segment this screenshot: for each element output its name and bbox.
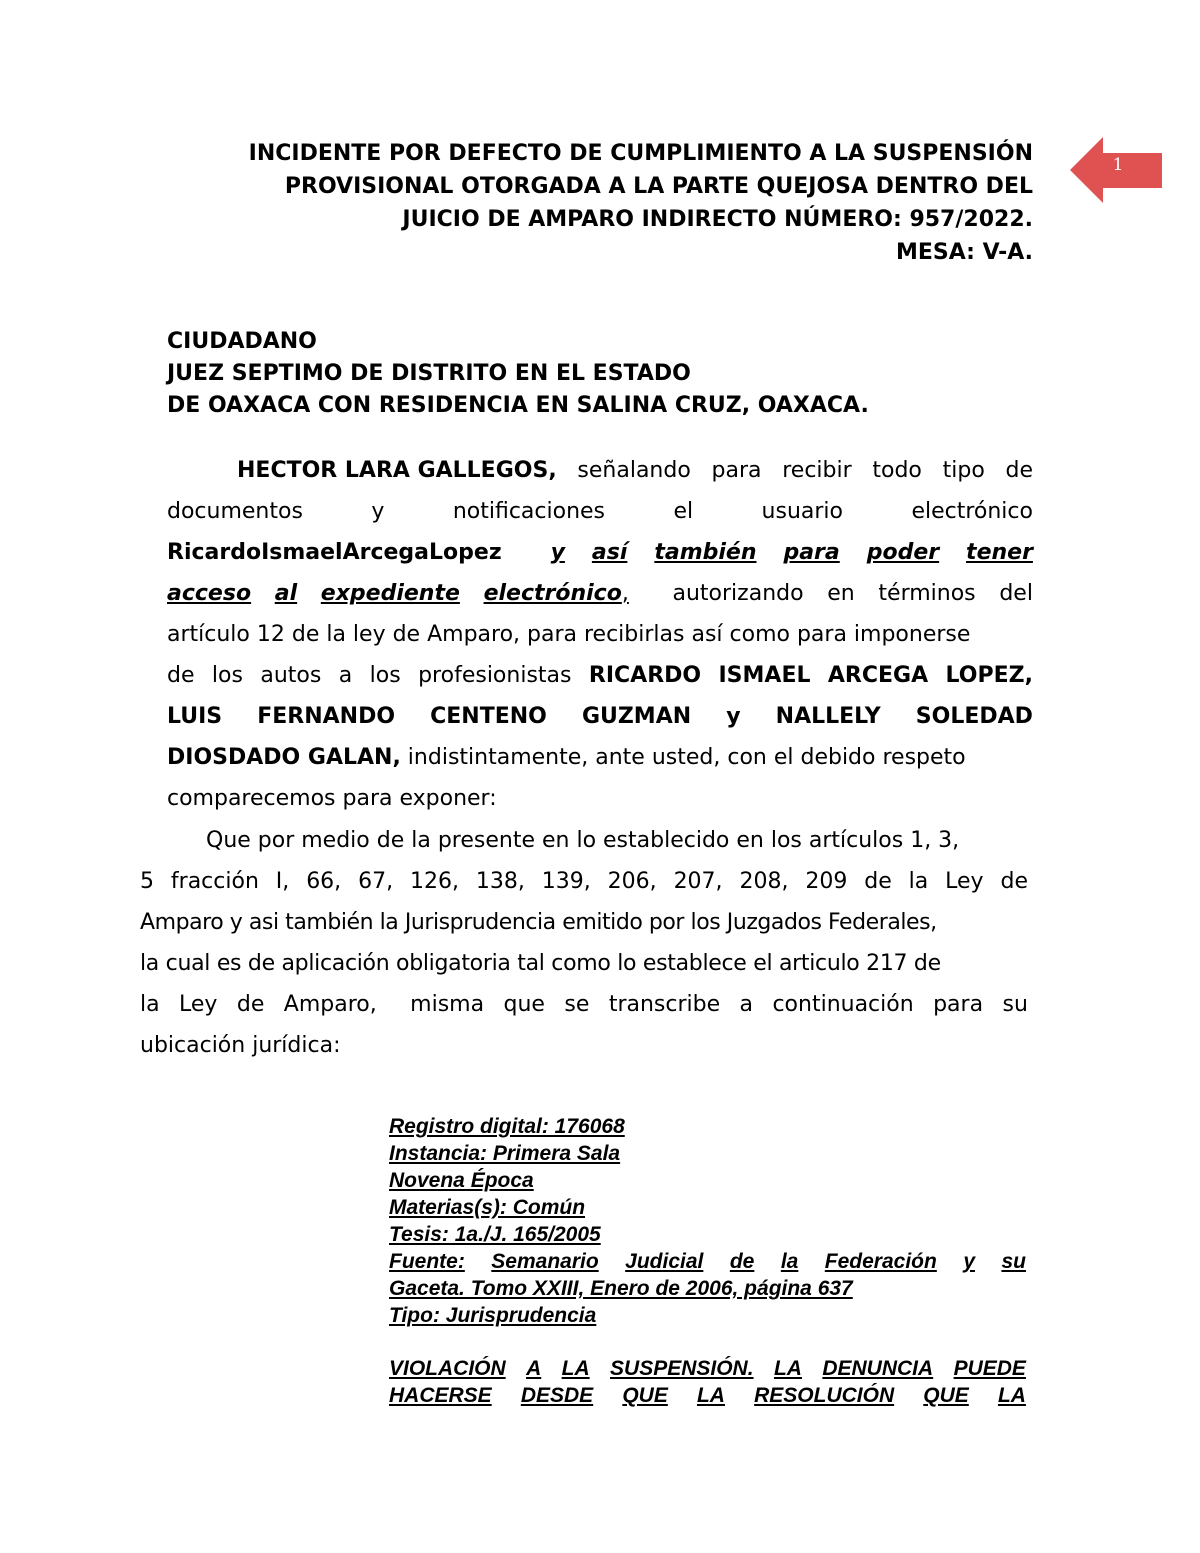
word: términos [878, 581, 976, 606]
addressee-line-1: CIUDADANO [167, 329, 317, 354]
promovente-name: HECTOR LARA GALLEGOS, [237, 458, 557, 483]
word: NALLELY [775, 704, 881, 729]
word: para [933, 992, 984, 1017]
jurisprudence-citation [389, 1113, 1026, 1409]
word: ISMAEL [718, 663, 811, 688]
word: LA [696, 1384, 725, 1407]
text-line: la cual es de aplicación obligatoria tal como lo establece el articulo 217 de [140, 951, 941, 976]
word: QUE [622, 1384, 668, 1407]
word: a [739, 992, 754, 1017]
word: DENUNCIA [822, 1357, 934, 1380]
word: los [369, 663, 401, 688]
word: SUSPENSIÓN. [610, 1357, 754, 1380]
word: la [140, 992, 160, 1017]
word: todo [872, 458, 922, 483]
word: ARCEGA [827, 663, 929, 688]
word: HACERSE [389, 1384, 492, 1407]
word: poder [866, 540, 940, 565]
citation-fuente [389, 1248, 1026, 1275]
para1-line-7 [167, 696, 1033, 737]
citation-fuente-cont: Gaceta. Tomo XXIII, Enero de 2006, página 637 [389, 1277, 853, 1300]
para1-line-5 [167, 614, 1033, 655]
para1-line-3 [167, 532, 1033, 573]
word: fracción [170, 869, 259, 894]
heading-line-4: MESA: V-A. [895, 240, 1033, 265]
para1-line-1 [167, 450, 1033, 491]
word: en [827, 581, 855, 606]
word: del [999, 581, 1033, 606]
word: LUIS [167, 704, 223, 729]
para1-line-4 [167, 573, 1033, 614]
addressee-line-2: JUEZ SEPTIMO DE DISTRITO EN EL ESTADO [167, 361, 691, 386]
word: la [908, 869, 929, 894]
word: 139, [541, 869, 591, 894]
word: de [1005, 458, 1033, 483]
word: Ley [179, 992, 218, 1017]
word: 138, [475, 869, 525, 894]
text-line: artículo 12 de la ley de Amparo, para recibirlas así como para imponerse [167, 622, 971, 647]
word: de [167, 663, 195, 688]
word: de [236, 992, 265, 1017]
para1-line-8 [167, 737, 1033, 778]
para2-line-3 [140, 902, 1028, 943]
word: SOLEDAD [915, 704, 1033, 729]
legal-basis-paragraph [140, 820, 1028, 1066]
word: notificaciones [452, 499, 606, 524]
page-number-marker [1070, 137, 1162, 203]
citation-rubro-line-2 [389, 1382, 1026, 1409]
word: autos [260, 663, 322, 688]
word: 207, [673, 869, 723, 894]
word: Judicial [625, 1250, 704, 1273]
word: y [963, 1250, 975, 1273]
word: se [564, 992, 590, 1017]
word: los [211, 663, 243, 688]
opening-paragraph [167, 450, 1033, 819]
citation-rubro-line-1 [389, 1355, 1026, 1382]
comma: , [621, 581, 629, 606]
citation-tipo: Tipo: Jurisprudencia [389, 1304, 597, 1327]
word: así [591, 540, 628, 565]
word: LA [997, 1384, 1026, 1407]
document-heading [140, 137, 1033, 269]
word: también [654, 540, 757, 565]
citation-materias: Materias(s): Común [389, 1196, 586, 1219]
word: su [1001, 1250, 1026, 1273]
text-line: indistintamente, ante usted, con el debido respeto [400, 745, 966, 770]
word: documentos [167, 499, 303, 524]
word: 66, [306, 869, 342, 894]
word [484, 573, 629, 614]
word: DESDE [520, 1384, 594, 1407]
para1-line-2 [167, 491, 1033, 532]
word: la [780, 1250, 799, 1273]
word: de [864, 869, 892, 894]
word: PUEDE [953, 1357, 1026, 1380]
heading-line-2: PROVISIONAL OTORGADA A LA PARTE QUEJOSA DENTRO DEL [284, 174, 1033, 199]
text-line: Amparo y asi también la Jurisprudencia emitido por los Juzgados Federales, [140, 910, 937, 935]
word: electrónico [483, 581, 622, 606]
word: misma [410, 992, 485, 1017]
word: A [526, 1357, 542, 1380]
word: continuación [772, 992, 914, 1017]
word: expediente [320, 581, 460, 606]
word: para [711, 458, 762, 483]
word: Amparo, [283, 992, 377, 1017]
word: electrónico [911, 499, 1033, 524]
word: recibir [782, 458, 852, 483]
word: y [371, 499, 385, 524]
word: a [338, 663, 353, 688]
word: 5 [140, 869, 154, 894]
para1-line-9 [167, 778, 1033, 819]
para2-line-1 [140, 820, 1028, 861]
word: I, [275, 869, 290, 894]
word: para [783, 540, 840, 565]
word: RESOLUCIÓN [754, 1384, 895, 1407]
word: acceso [167, 581, 252, 606]
para1-line-6 [167, 655, 1033, 696]
word: señalando [577, 458, 691, 483]
para2-line-5 [140, 984, 1028, 1025]
word: profesionistas [418, 663, 572, 688]
para2-line-6 [140, 1025, 1028, 1066]
citation-epoca: Novena Época [389, 1169, 534, 1192]
addressee-line-3: DE OAXACA CON RESIDENCIA EN SALINA CRUZ, OAXACA. [167, 393, 869, 418]
word: autorizando [672, 581, 804, 606]
text-bold: DIOSDADO GALAN, [167, 745, 401, 770]
para2-line-2 [140, 861, 1028, 902]
word: usuario [761, 499, 843, 524]
word: FERNANDO [257, 704, 396, 729]
word: 126, [410, 869, 459, 894]
word: 67, [358, 869, 394, 894]
word: QUE [923, 1384, 969, 1407]
word: LA [773, 1357, 802, 1380]
word: Ley [945, 869, 984, 894]
word: tener [966, 540, 1033, 565]
citation-tesis: Tesis: 1a./J. 165/2005 [389, 1223, 601, 1246]
word: que [503, 992, 545, 1017]
word: CENTENO [430, 704, 547, 729]
citation-registro: Registro digital: 176068 [389, 1115, 625, 1138]
text-line: comparecemos para exponer: [167, 786, 497, 811]
word: 209 [805, 869, 848, 894]
word: tipo [942, 458, 985, 483]
word: LOPEZ, [945, 663, 1033, 688]
word: VIOLACIÓN [389, 1357, 506, 1380]
addressee-block [167, 326, 1047, 422]
word: GUZMAN [581, 704, 692, 729]
page-number: 1 [1112, 155, 1124, 175]
heading-line-1: INCIDENTE POR DEFECTO DE CUMPLIMIENTO A LA SUSPENSIÓN [248, 141, 1033, 166]
word: RICARDO [588, 663, 702, 688]
word: LA [561, 1357, 590, 1380]
word: Federación [824, 1250, 937, 1273]
para2-line-4 [140, 943, 1028, 984]
word: de [729, 1250, 755, 1273]
word: y [726, 704, 741, 729]
word: su [1002, 992, 1028, 1017]
word: al [274, 581, 298, 606]
word: el [673, 499, 694, 524]
word: y [550, 540, 565, 565]
text-line: ubicación jurídica: [140, 1033, 341, 1058]
heading-line-3: JUICIO DE AMPARO INDIRECTO NÚMERO: 957/2022. [402, 207, 1033, 232]
citation-instancia: Instancia: Primera Sala [389, 1142, 621, 1165]
word: Semanario [491, 1250, 599, 1273]
text-line: Que por medio de la presente en lo establecido en los artículos 1, 3, [206, 828, 960, 853]
word: Fuente: [389, 1250, 465, 1273]
word: de [1000, 869, 1028, 894]
word: transcribe [608, 992, 721, 1017]
word: 206, [607, 869, 657, 894]
electronic-user: RicardoIsmaelArcegaLopez [167, 540, 502, 565]
word: 208, [739, 869, 789, 894]
